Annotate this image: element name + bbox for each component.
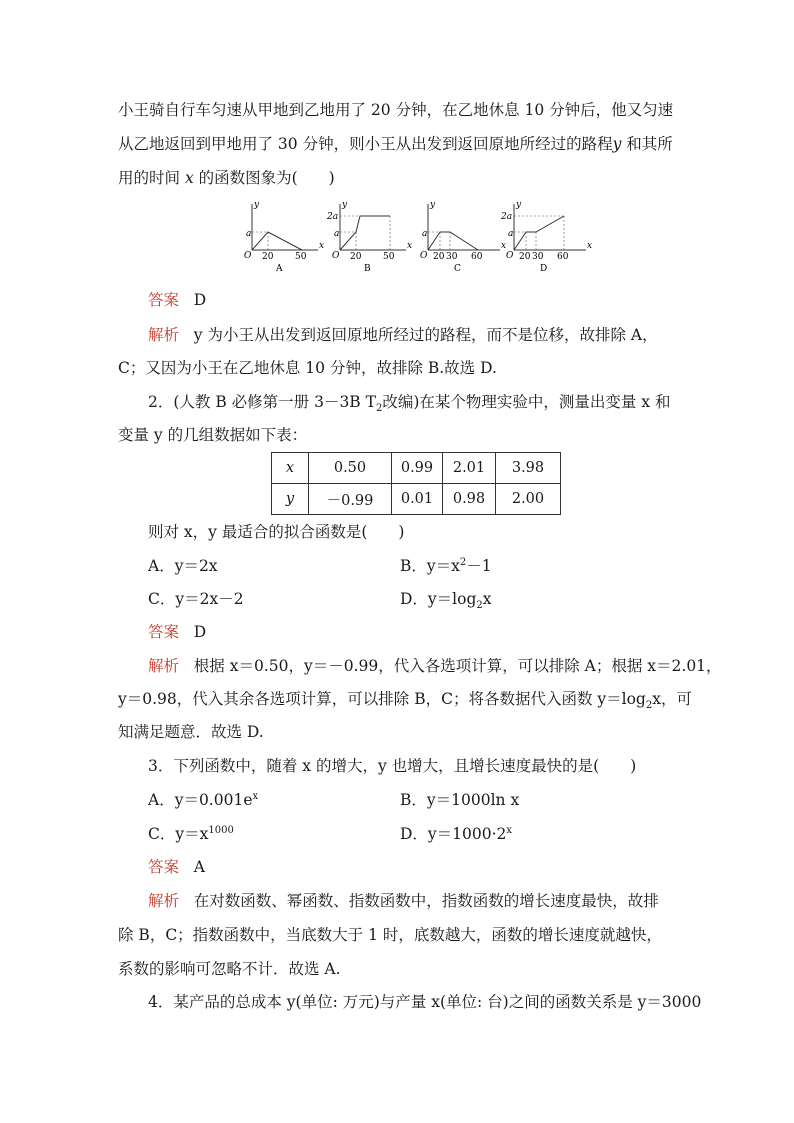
graph-a-origin: O <box>244 251 252 261</box>
q1-line-2: 从乙地返回到甲地用了 30 分钟，则小王从出发到返回原地所经过的路程y 和其所 <box>118 135 673 153</box>
q2-option-d: D．$y=\log_2x$ <box>400 590 492 612</box>
table-cell: 0.99 <box>392 453 443 484</box>
graphs-svg <box>238 198 593 276</box>
graph-b-ylabel-a: a <box>334 229 340 239</box>
graph-c-origin: O <box>420 251 428 261</box>
graph-d-ylabel-a: a <box>508 229 514 239</box>
graph-b-tick-50: 50 <box>383 252 395 262</box>
analysis-label: 解析 <box>148 326 180 344</box>
graph-a-tick-50: 50 <box>295 252 307 262</box>
graph-a-tick-20: 20 <box>262 252 274 262</box>
graph-a-label: A <box>276 264 283 274</box>
answer-label: 答案 <box>148 858 180 876</box>
graph-b-xaxis: x <box>407 241 413 251</box>
analysis-label: 解析 <box>148 892 180 910</box>
q2-line-1: 2．(人教 B 必修第一册 3－3B $T_2$改编)在某个物理实验中，测量出变量 x 和 <box>148 393 671 415</box>
graph-d-tick-30: 30 <box>532 252 544 262</box>
graph-b-label: B <box>364 264 371 274</box>
graph-c-tick-30: 30 <box>446 252 458 262</box>
q1-line-3: 用的时间 x 的函数图象为( ) <box>118 169 335 187</box>
q3-option-b: B．y＝1000ln x <box>400 791 520 809</box>
q2-analysis-1: 解析 根据 x＝0.50，y＝－0.99，代入各选项计算，可以排除 A；根据 x＝2.01， <box>148 657 722 675</box>
q3-line-1: 3．下列函数中，随着 x 的增大，y 也增大，且增长速度最快的是( ) <box>148 757 637 775</box>
graph-a-yaxis: y <box>254 200 260 210</box>
table-cell: 3.98 <box>496 453 561 484</box>
q3-answer: 答案 A <box>148 858 205 876</box>
q3-analysis-1: 解析 在对数函数、幂函数、指数函数中，指数函数的增长速度最快，故排 <box>148 892 659 910</box>
q2-question: 则对 x，y 最适合的拟合函数是( ) <box>148 523 405 541</box>
q2-option-b: B．$y=x^2-1$ <box>400 556 492 575</box>
graph-c-tick-20: 20 <box>433 252 445 262</box>
table-cell: x <box>272 453 309 484</box>
q2-line-2: 变量 y 的几组数据如下表： <box>118 426 308 444</box>
table-cell: 0.98 <box>443 484 496 515</box>
q3-analysis-2: 除 B，C；指数函数中，当底数大于 1 时，底数越大，函数的增长速度就越快， <box>118 926 662 944</box>
graph-d-tick-60: 60 <box>557 252 569 262</box>
graph-c-yaxis: y <box>430 200 436 210</box>
graph-d-ylabel-2a: 2a <box>501 212 513 222</box>
q2-analysis-2: y＝0.98，代入其余各选项计算，可以排除 B，C；将各数据代入函数 $y=\log_2x$，可 <box>118 690 692 712</box>
graph-d <box>500 200 592 274</box>
graph-c-ylabel-a: a <box>422 229 428 239</box>
graph-b-yaxis: y <box>342 200 348 210</box>
graph-c <box>420 200 506 274</box>
q3-option-d: D．$y=1000\cdot 2^x$ <box>400 824 513 843</box>
graph-c-label: C <box>454 264 461 274</box>
graph-c-tick-60: 60 <box>471 252 483 262</box>
graph-b-tick-20: 20 <box>350 252 362 262</box>
graph-a <box>244 200 324 274</box>
q3-option-c: C．$y=x^{1000}$ <box>148 824 234 843</box>
graph-d-xaxis: x <box>587 241 593 251</box>
q2-data-table <box>271 452 561 515</box>
table-row <box>272 484 561 515</box>
graph-b-ylabel-2a: 2a <box>327 212 339 222</box>
graph-b <box>326 200 412 274</box>
graph-c-xaxis: x <box>501 241 507 251</box>
q1-analysis-1: 解析 y 为小王从出发到返回原地所经过的路程，而不是位移，故排除 A， <box>148 326 658 344</box>
q1-option-graphs <box>238 198 593 276</box>
table-cell: 0.50 <box>309 453 392 484</box>
graph-d-tick-20: 20 <box>519 252 531 262</box>
q4-line-1: 4．某产品的总成本 y(单位: 万元)与产量 x(单位: 台)之间的函数关系是 y＝3000 <box>148 993 702 1011</box>
graph-d-yaxis: y <box>516 200 522 210</box>
graph-a-ylabel-a: a <box>246 229 252 239</box>
q1-line-1: 小王骑自行车匀速从甲地到乙地用了 20 分钟，在乙地休息 10 分钟后，他又匀速 <box>118 101 674 119</box>
analysis-label: 解析 <box>148 657 180 675</box>
table-cell: －0.99 <box>309 484 392 515</box>
q2-option-c: C．y＝2x－2 <box>148 590 244 608</box>
q1-analysis-2: C；又因为小王在乙地休息 10 分钟，故排除 B.故选 D. <box>118 359 497 377</box>
table-cell: y <box>272 484 309 515</box>
graph-a-xaxis: x <box>319 241 325 251</box>
table-cell: 0.01 <box>392 484 443 515</box>
q2-analysis-3: 知满足题意．故选 D. <box>118 723 264 741</box>
answer-label: 答案 <box>148 291 180 309</box>
table-cell: 2.00 <box>496 484 561 515</box>
graph-d-origin: O <box>506 251 514 261</box>
q2-option-a: A．y＝2x <box>148 557 218 575</box>
answer-label: 答案 <box>148 623 180 641</box>
graph-b-origin: O <box>332 251 340 261</box>
table-cell: 2.01 <box>443 453 496 484</box>
q3-analysis-3: 系数的影响可忽略不计．故选 A. <box>118 960 341 978</box>
q1-answer: 答案 D <box>148 291 207 309</box>
graph-d-label: D <box>540 264 548 274</box>
q3-option-a: A．$y=0.001e^x$ <box>148 790 259 809</box>
table-row <box>272 453 561 484</box>
q2-answer: 答案 D <box>148 623 207 641</box>
